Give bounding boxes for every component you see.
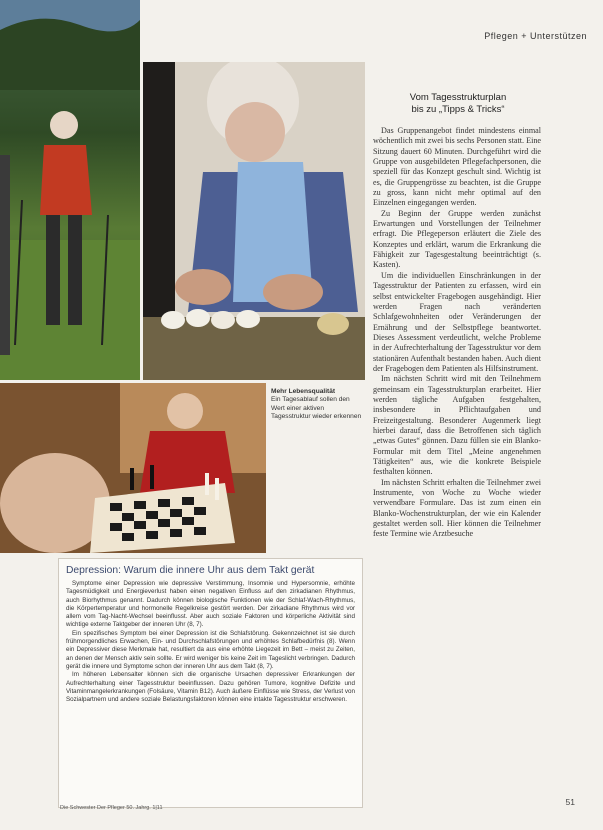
- photo-chess-game: [0, 383, 266, 553]
- article-paragraph: Das Gruppenangebot findet mindestens einmal wöchentlich mit zwei bis sechs Personen statt. Eine Sitzung dauert 60 Minuten. Durchgeführt wird die Gruppe von ausgebildeten Pflegefachpersonen, die speziell für das Konzept geschult sind. Wichtig ist es, die Gruppengrösse zu beachten, ist die Gruppe zu gross, kann nicht mehr optimal auf den Einzelnen eingegangen werden.: [373, 126, 541, 208]
- article-title: [378, 92, 538, 116]
- photo-caption: [271, 388, 363, 422]
- caption-text: Ein Tagesablauf sollen den Wert einer aktiven Tagesstruktur wieder erkennen: [271, 396, 362, 421]
- article-paragraph: Im nächsten Schritt erhalten die Teilnehmer zwei Instrumente, von Woche zu Woche wieder verwendbare Formulare. Das ist zum einen ein Blanko-Wochenstrukturplan, der wie ein Kalender gestaltet werden soll. Hier können die Teilnehmer feste Termine wie Arztbesuche: [373, 477, 541, 539]
- article-paragraph: Zu Beginn der Gruppe werden zunächst Erwartungen und Vorstellungen der Teilnehmer erfragt. Die Pflegeperson erläutert die Ziele des Konzeptes und erklärt, warum die Erkrankung die Fähigkeit zur Tagesgestaltung beeinträchtigt (s. Kasten).: [373, 208, 541, 270]
- caption-title: Mehr Lebensqualität: [271, 388, 336, 395]
- section-kicker: Pflegen + Unterstützen: [484, 31, 587, 41]
- photo-chess-game-illustration: [0, 383, 266, 553]
- article-column: [373, 126, 541, 540]
- photo-craft-eggs: [143, 62, 365, 380]
- article-paragraph: Im nächsten Schritt wird mit den Teilnehmern gemeinsam ein Tagesstrukturplan erarbeitet. Hier werden tägliche Aufgaben festgehalten, insbesondere in Pflichtaufgaben und Freizeitgestaltung. Besonderer Augenmerk liegt hierbei darauf, dass die Betroffenen sich täglich „etwas Gutes“ gönnen. Dazu füllen sie ein Blanko-Formular mit dem Titel „Meine angenehmen Tätigkeiten“ aus, wie die konkrete Beispiele festhalten können.: [373, 374, 541, 477]
- article-title-line-2: bis zu „Tipps & Tricks“: [411, 104, 505, 115]
- info-box-body: [66, 580, 355, 704]
- info-box-paragraph: Im höheren Lebensalter können sich die organische Ursachen depressiver Erkrankungen der Aufrechterhaltung einer Tagesstruktur beeinflussen. Dazu gehören Tumore, kognitive Defizite und Vitaminmangelerkrankungen (Folsäure, Vitamin B12). Auch äußere Einflüsse wie Stress, der Verlust von Sozialpartnern und andere soziale Belastungsfaktoren können eine intakte Tagesstruktur erschweren.: [66, 671, 355, 704]
- photo-nordic-walking: [0, 0, 140, 380]
- photo-nordic-walking-illustration: [0, 0, 140, 380]
- article-title-line-1: Vom Tagesstrukturplan: [409, 92, 507, 103]
- page-number: 51: [565, 797, 575, 807]
- info-box-depression: [58, 558, 363, 808]
- info-box-paragraph: Symptome einer Depression wie depressive Verstimmung, Insomnie und Hypersomnie, erhöhte Tagesmüdigkeit und Energieverlust haben einen negativen Einfluss auf den zirkadianen Rhythmus, auch Biorhythmus genannt. Dadurch können biologische Funktionen wie der Schlaf-Wach-Rhythmus, die Körpertemperatur und hormonelle Regelkreise gestört werden. Der zirkadiane Rhythmus wird vor allem vom Tag-Nacht-Wechsel beeinflusst. Aber auch soziale Faktoren und körperliche Aktivität sind wichtige externe Taktgeber der inneren Uhr (8, 7).: [66, 580, 355, 629]
- info-box-paragraph: Ein spezifisches Symptom bei einer Depression ist die Schlafstörung. Gekennzeichnet ist sie durch frühmorgendliches Erwachen, Ein- und Durchschlafstörungen und erhöhtes Schlafbedürfnis (8). Wenn ein Depressiver diese Merkmale hat, resultiert da aus eine erhöhte Liegezeit im Bett – meist zu Zeiten, an denen der Mensch aktiv sein sollte. Er wird weniger bis keine Zeit im Tageslicht verbringen. Dadurch gerät die innere und Symptome schon der inneren Uhr aus dem Takt (8, 7).: [66, 629, 355, 670]
- article-paragraph: Um die individuellen Einschränkungen in der Tagesstruktur der Patienten zu erfassen, wird ein selbst entwickelter Fragebogen ausgehändigt. Hier werden Fragen nach veränderten Schlafgewohnheiten oder Veränderungen der Ernährung und der Selbstpflege beantwortet. Dieses Assessment verdeutlicht, welche Probleme in der Aufrechterhaltung der Tagesstruktur vor dem stationären Aufenthalt bestanden haben. Auch dient der Fragebogen dem Patienten als Hilfsinstrument.: [373, 270, 541, 373]
- info-box-title: Depression: Warum die innere Uhr aus dem Takt gerät: [66, 565, 315, 576]
- photo-craft-eggs-illustration: [143, 62, 365, 380]
- journal-footer: Die Schwester Der Pfleger 50. Jahrg. 1|11: [60, 805, 163, 811]
